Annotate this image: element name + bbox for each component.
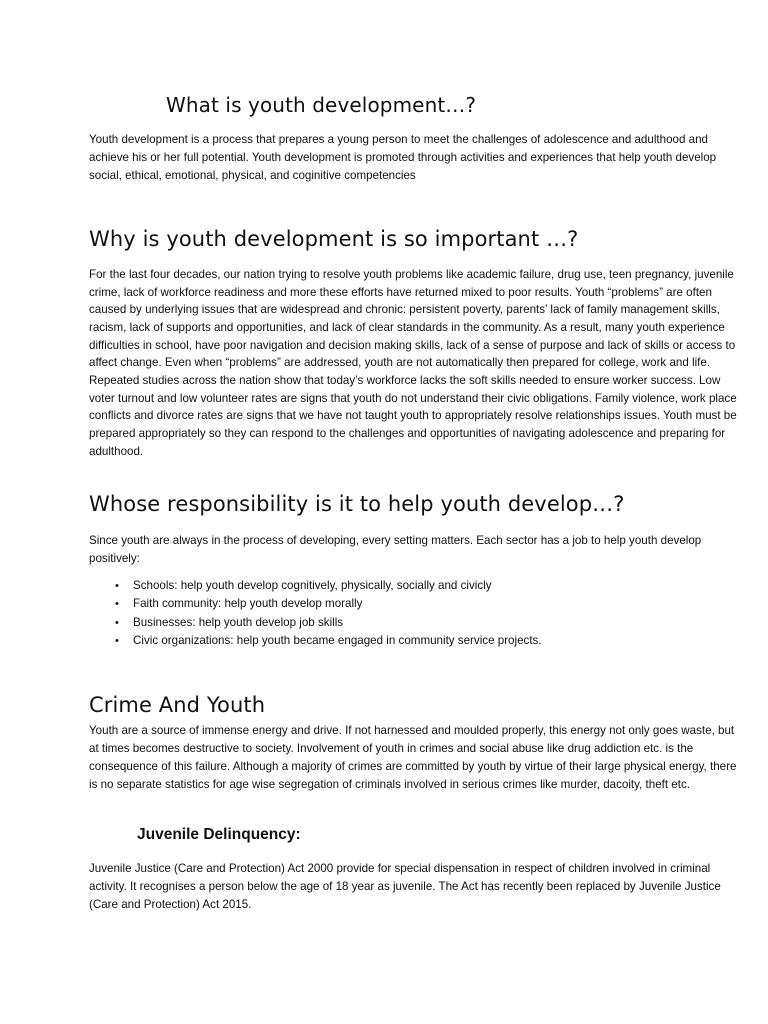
list-item [89, 614, 739, 632]
heading-whose-responsibility: Whose responsibility is it to help youth develop…? [89, 492, 625, 516]
paragraph-crime-and-youth: Youth are a source of immense energy and drive. If not harnessed and moulded properly, this energy not only goes waste, but at times becomes destructive to society. Involvement of youth in crimes and social abuse like drug addiction etc. is the consequence of this failure. Although a majority of crimes are committed by youth by virtue of their large physical energy, there is no separate statistics for age wise segregation of criminals involved in serious crimes like murder, dacoity, theft etc. [89, 724, 737, 791]
paragraph-why-important: For the last four decades, our nation trying to resolve youth problems like academic failure, drug use, teen pregnancy, juvenile crime, lack of workforce readiness and more these efforts have returned mixed to poor results. Youth “problems” are often caused by underlying issues that are widespread and chronic: persistent poverty, parents’ lack of family management skills, racism, lack of supports and opportunities, and lack of clear standards in the community. As a result, many youth experience difficulties in school, have poor navigation and decision making skills, lack of a sense of purpose and lack of skills or access to affect change. Even when “problems” are addressed, youth are not automatically then prepared for college, work and life. Repeated studies across the nation show that today’s workforce lacks the soft skills needed to ensure worker success. Low voter turnout and low volunteer rates are signs that youth do not understand their civic obligations. Family violence, work place conflicts and divorce rates are signs that we have not taught youth to appropriately resolve relationships issues. Youth must be prepared appropriately so they can respond to the challenges and opportunities of navigating adolescence and preparing for adulthood. [89, 268, 737, 458]
bullet-icon: • [115, 598, 119, 611]
list-item [89, 632, 739, 650]
heading-why-important: Why is youth development is so important …? [89, 227, 579, 251]
bullet-icon: • [115, 580, 119, 592]
list-item-text: Schools: help youth develop cognitively, physically, socially and civicly [133, 579, 492, 592]
list-item-text: Civic organizations: help youth became engaged in community service projects. [133, 634, 542, 648]
list-item-text: Faith community: help youth develop morally [133, 597, 363, 611]
heading-juvenile-delinquency: Juvenile Delinquency: [137, 826, 301, 843]
sector-responsibility-list [89, 577, 739, 651]
paragraph-youth-development-definition: Youth development is a process that prepares a young person to meet the challenges of adolescence and adulthood and achieve his or her full potential. Youth development is promoted through activities and experiences that help youth develop social, ethical, emotional, physical, and coginitive competencies [89, 133, 717, 182]
list-item [89, 595, 739, 613]
bullet-icon: • [115, 616, 119, 629]
paragraph-whose-responsibility: Since youth are always in the process of developing, every setting matters. Each sector has a job to help youth develop positively: [89, 534, 702, 565]
heading-what-is-youth-development: What is youth development…? [166, 93, 477, 117]
list-item [89, 577, 739, 595]
heading-crime-and-youth: Crime And Youth [89, 693, 266, 717]
bullet-icon: • [115, 635, 119, 648]
paragraph-juvenile-delinquency: Juvenile Justice (Care and Protection) Act 2000 provide for special dispensation in respect of children involved in criminal activity. It recognises a person below the age of 18 year as juvenile. The Act has recently been replaced by Juvenile Justice (Care and Protection) Act 2015. [89, 862, 721, 911]
list-item-text: Businesses: help youth develop job skills [133, 615, 344, 629]
